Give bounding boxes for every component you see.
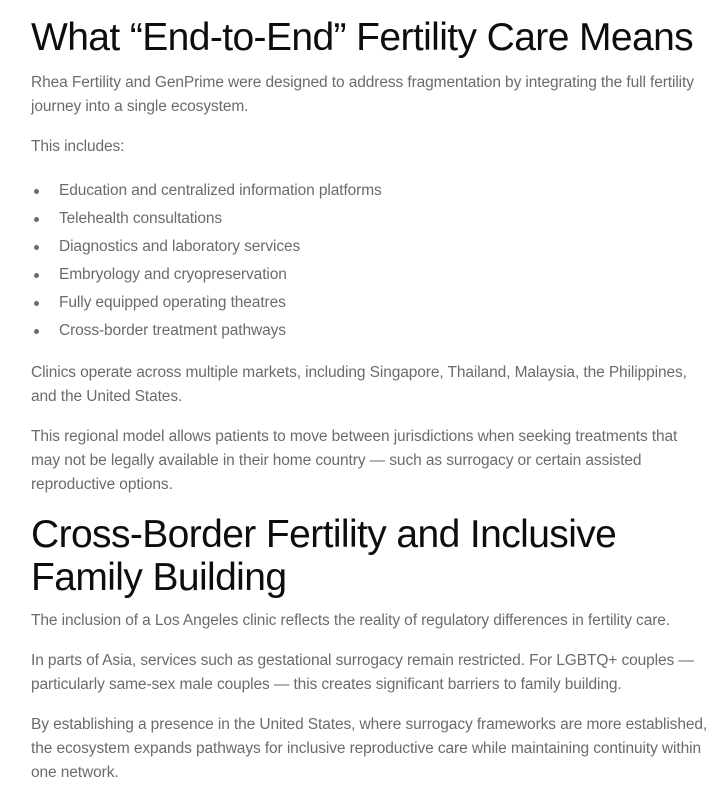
bullet-icon <box>34 273 39 278</box>
list-item <box>31 205 710 233</box>
includes-label: This includes: <box>31 138 125 155</box>
services-list <box>31 177 710 345</box>
list-item <box>31 261 710 289</box>
section-heading-end-to-end: What “End-to-End” Fertility Care Means <box>31 16 694 59</box>
list-item-text: Diagnostics and laboratory services <box>59 238 301 255</box>
bullet-icon <box>34 329 39 334</box>
bullet-icon <box>34 189 39 194</box>
list-item <box>31 289 710 317</box>
bullet-icon <box>34 217 39 222</box>
list-item-text: Fully equipped operating theatres <box>59 294 286 311</box>
regional-model-paragraph: This regional model allows patients to move between jurisdictions when seeking treatments that may not be legally available in their home country — such as surrogacy or certain assisted reproductive options. <box>31 428 678 493</box>
bullet-icon <box>34 301 39 306</box>
asia-paragraph: In parts of Asia, services such as gestational surrogacy remain restricted. For LGBTQ+ couples — particularly same-sex male couples — this creates significant barriers to family building. <box>31 652 694 693</box>
la-clinic-paragraph: The inclusion of a Los Angeles clinic reflects the reality of regulatory differences in fertility care. <box>31 612 671 629</box>
list-item <box>31 233 710 261</box>
markets-paragraph: Clinics operate across multiple markets, including Singapore, Thailand, Malaysia, the Philippines, and the United States. <box>31 364 687 405</box>
list-item-text: Cross-border treatment pathways <box>59 322 286 339</box>
list-item <box>31 317 710 345</box>
list-item-text: Education and centralized information platforms <box>59 182 382 199</box>
us-presence-paragraph: By establishing a presence in the United States, where surrogacy frameworks are more established, the ecosystem expands pathways for inclusive reproductive care while maintaining continuity within one network. <box>31 716 708 781</box>
intro-paragraph: Rhea Fertility and GenPrime were designed to address fragmentation by integrating the full fertility journey into a single ecosystem. <box>31 74 694 115</box>
bullet-icon <box>34 245 39 250</box>
list-item-text: Embryology and cryopreservation <box>59 266 287 283</box>
list-item <box>31 177 710 205</box>
section-heading-cross-border: Cross-Border Fertility and Inclusive Family Building <box>31 513 617 599</box>
list-item-text: Telehealth consultations <box>59 210 223 227</box>
